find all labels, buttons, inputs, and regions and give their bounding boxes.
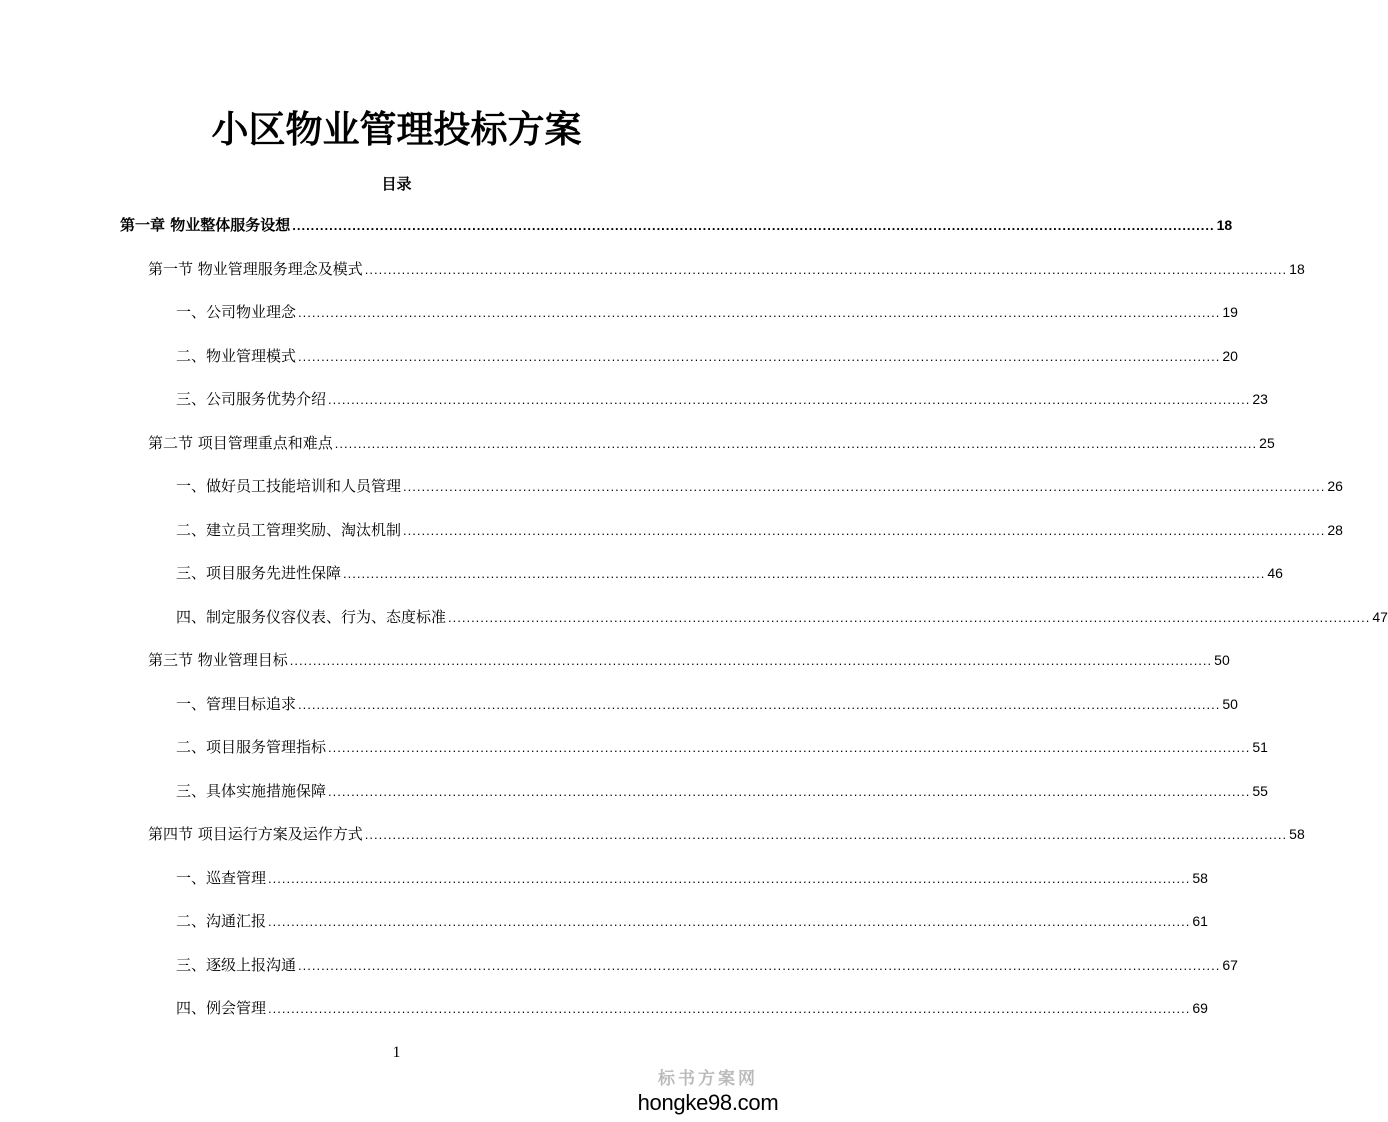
toc-entry-section[interactable] (148, 819, 1305, 845)
toc-entry-section[interactable] (148, 645, 1230, 671)
document-title: 小区物业管理投标方案 (211, 107, 582, 151)
toc-entry-page: 61 (1192, 913, 1208, 929)
toc-entry-label: 四、制定服务仪容仪表、行为、态度标准 (176, 607, 447, 626)
toc-entry-label: 三、公司服务优势介绍 (176, 390, 327, 408)
toc-entry-item[interactable] (176, 950, 1238, 976)
toc-entry-page: 46 (1267, 565, 1283, 581)
toc-entry-label: 一、巡查管理 (176, 868, 267, 887)
toc-entry-label: 二、项目服务管理指标 (176, 738, 327, 756)
watermark-logo (633, 1068, 783, 1116)
toc-entry-item[interactable] (176, 863, 1208, 889)
watermark-title: 标书方案网 (658, 1069, 758, 1089)
toc-leader-dots: ........................................................................................................................................................................................................ (298, 305, 1221, 320)
toc-entry-page: 50 (1214, 652, 1230, 668)
toc-entry-item[interactable] (176, 993, 1208, 1019)
toc-entry-label: 第三节 物业管理目标 (148, 651, 288, 669)
toc-leader-dots: ........................................................................................................................................................................................................ (403, 522, 1326, 538)
toc-entry-item[interactable] (176, 602, 1388, 628)
toc-entry-page: 58 (1192, 869, 1208, 886)
toc-entry-item[interactable] (176, 732, 1268, 758)
toc-entry-label: 三、逐级上报沟通 (176, 955, 297, 974)
toc-entry-chapter[interactable] (120, 210, 1233, 236)
toc-leader-dots: ........................................................................................................................................................................................................ (268, 870, 1191, 886)
toc-entry-page: 47 (1372, 608, 1388, 625)
toc-leader-dots: ........................................................................................................................................................................................................ (364, 827, 1288, 842)
toc-entry-item[interactable] (176, 558, 1283, 584)
toc-entry-label: 第一章 物业整体服务设想 (120, 216, 291, 234)
toc-entry-item[interactable] (176, 297, 1238, 323)
toc-leader-dots: ........................................................................................................................................................................................................ (298, 957, 1221, 973)
toc-entry-page: 55 (1252, 782, 1268, 799)
toc-leader-dots: ........................................................................................................................................................................................................ (298, 696, 1221, 712)
toc-entry-page: 50 (1222, 695, 1238, 712)
toc-leader-dots: ........................................................................................................................................................................................................ (448, 609, 1371, 625)
toc-entry-label: 一、公司物业理念 (176, 303, 297, 321)
toc-entry-label: 第四节 项目运行方案及运作方式 (148, 825, 363, 843)
toc-entry-page: 67 (1222, 956, 1238, 973)
toc-leader-dots: ........................................................................................................................................................................................................ (403, 479, 1326, 494)
toc-entry-item[interactable] (176, 906, 1208, 932)
toc-leader-dots: ........................................................................................................................................................................................................ (343, 566, 1266, 581)
toc-entry-page: 23 (1252, 391, 1268, 407)
toc-entry-page: 19 (1222, 304, 1238, 320)
toc-leader-dots: ........................................................................................................................................................................................................ (268, 914, 1191, 929)
toc-leader-dots: ........................................................................................................................................................................................................ (364, 261, 1288, 277)
watermark-site: hongke98.com (637, 1090, 779, 1115)
toc-entry-label: 一、做好员工技能培训和人员管理 (176, 477, 402, 495)
toc-leader-dots: ........................................................................................................................................................................................................ (328, 392, 1251, 407)
toc-leader-dots: ........................................................................................................................................................................................................ (334, 435, 1258, 451)
toc-entry-item[interactable] (176, 515, 1343, 541)
toc-entry-page: 20 (1222, 347, 1238, 364)
toc-leader-dots: ........................................................................................................................................................................................................ (328, 783, 1251, 799)
toc-heading: 目录 (381, 175, 412, 193)
toc-entry-label: 三、项目服务先进性保障 (176, 564, 342, 582)
toc-entry-label: 二、沟通汇报 (176, 912, 267, 930)
toc-entry-page: 26 (1327, 478, 1343, 494)
toc-leader-dots: ........................................................................................................................................................................................................ (268, 1001, 1191, 1016)
toc-entry-page: 28 (1327, 521, 1343, 538)
page-number: 1 (392, 1044, 401, 1061)
toc-entry-label: 四、例会管理 (176, 999, 267, 1017)
toc-entry-item[interactable] (176, 384, 1268, 410)
toc-entry-page: 69 (1192, 1000, 1208, 1016)
toc-entry-page: 18 (1216, 217, 1233, 233)
toc-leader-dots: ........................................................................................................................................................................................................ (289, 653, 1213, 668)
toc-entry-label: 二、建立员工管理奖励、淘汰机制 (176, 520, 402, 539)
toc-entry-page: 58 (1289, 826, 1305, 842)
toc-entry-item[interactable] (176, 776, 1268, 802)
toc-entry-item[interactable] (176, 341, 1238, 367)
toc-entry-label: 三、具体实施措施保障 (176, 781, 327, 800)
toc-entry-item[interactable] (176, 689, 1238, 715)
toc-entry-label: 二、物业管理模式 (176, 346, 297, 365)
toc-entry-label: 第一节 物业管理服务理念及模式 (148, 259, 363, 278)
toc-leader-dots: ........................................................................................................................................................................................................ (298, 348, 1221, 364)
toc-entry-label: 一、管理目标追求 (176, 694, 297, 713)
toc-entry-section[interactable] (148, 254, 1305, 280)
toc-entry-page: 18 (1289, 260, 1305, 277)
toc-entry-section[interactable] (148, 428, 1275, 454)
toc-entry-page: 25 (1259, 434, 1275, 451)
toc-leader-dots: ........................................................................................................................................................................................................ (328, 740, 1251, 755)
toc-entry-item[interactable] (176, 471, 1343, 497)
toc-leader-dots: ........................................................................................................................................................................................................ (292, 218, 1215, 233)
toc-entry-label: 第二节 项目管理重点和难点 (148, 433, 333, 452)
toc-entry-page: 51 (1252, 739, 1268, 755)
